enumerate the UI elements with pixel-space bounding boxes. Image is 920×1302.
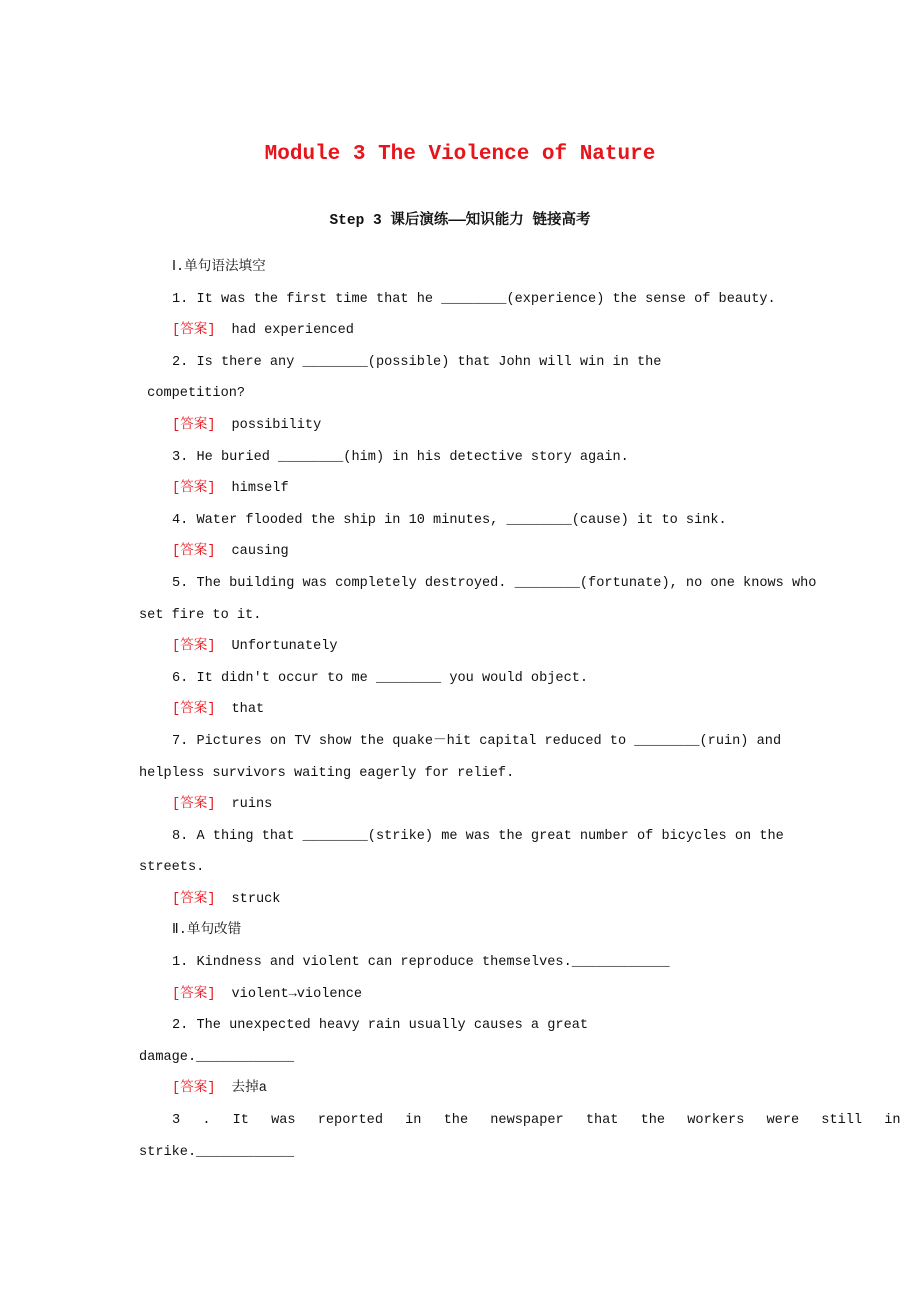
answer-text: himself [231,481,289,497]
answer [139,315,819,347]
answer [139,884,819,916]
answer-text: ruins [231,797,273,813]
answer-text: causing [231,544,289,560]
answer [139,410,819,442]
answer [139,789,819,821]
answer-tag: [答案] [172,702,216,718]
question-continued: set fire to it. [139,607,262,623]
page-subtitle: Step 3 课后演练——知识能力 链接高考 [329,213,591,229]
answer-tag: [答案] [172,986,216,1002]
question: 4. Water flooded the ship in 10 minutes, ________(cause) it to sink. [172,512,727,528]
answer-tag: [答案] [172,639,216,655]
answer [139,694,819,726]
answer-text: violent→violence [231,986,363,1002]
answer-text: Unfortunately [231,639,338,655]
question-continued: streets. [139,860,205,876]
answer-tag: [答案] [172,481,216,497]
answer [139,473,819,505]
question: 5. The building was completely destroyed. ________(fortunate), no one knows who [172,575,817,591]
question: 2. The unexpected heavy rain usually causes a great [172,1018,589,1034]
question: 2. Is there any ________(possible) that John will win in the [172,354,662,370]
answer-tag: [答案] [172,891,216,907]
answer-tag: [答案] [172,417,216,433]
section-heading: Ⅱ.单句改错 [172,923,242,939]
answer [139,536,819,568]
page-title: Module 3 The Violence of Nature [264,143,656,166]
answer [139,1073,819,1105]
question: 8. A thing that ________(strike) me was the great number of bicycles on the [172,828,784,844]
question: 3 . It was reported in the newspaper that the workers were still in [172,1113,901,1129]
answer-tag: [答案] [172,797,216,813]
question-continued: helpless survivors waiting eagerly for relief. [139,765,515,781]
question-continued: damage.____________ [139,1049,294,1065]
answer-text: struck [231,891,281,907]
answer-tag: [答案] [172,1081,216,1097]
answer-text: that [231,702,265,718]
question: 1. Kindness and violent can reproduce themselves.____________ [172,955,670,971]
answer-text: possibility [231,417,322,433]
answer-tag: [答案] [172,323,216,339]
answer-text: 去掉a [231,1081,267,1097]
answer [139,979,819,1011]
answer-tag: [答案] [172,544,216,560]
question: 3. He buried ________(him) in his detective story again. [172,449,629,465]
question: 1. It was the first time that he ________(experience) the sense of beauty. [172,291,776,307]
question: 6. It didn't occur to me ________ you would object. [172,670,589,686]
section-heading: Ⅰ.单句语法填空 [172,260,266,275]
question-continued: strike.____________ [139,1144,294,1160]
answer [139,631,819,663]
question: 7. Pictures on TV show the quake－hit capital reduced to ________(ruin) and [172,733,782,749]
answer-text: had experienced [231,323,354,339]
exercise-body [139,252,901,1168]
question-continued: competition? [139,386,246,402]
